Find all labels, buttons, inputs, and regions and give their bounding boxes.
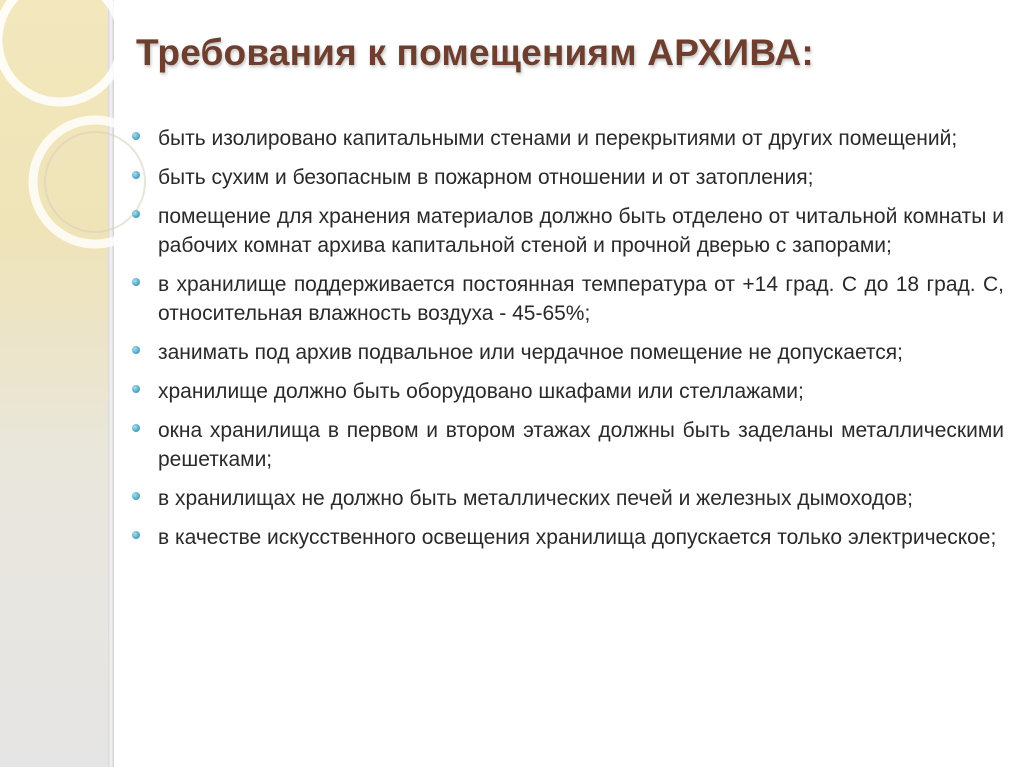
list-item-text: помещение для хранения материалов должно быть отделено от читальной комнаты и рабочих комнат архива капитальной стеной и прочной дверью с запорами; bbox=[158, 205, 1004, 257]
list-item bbox=[130, 484, 1004, 513]
list-item-text: в хранилище поддерживается постоянная температура от +14 град. С до 18 град. С, относительная влажность воздуха - 45-65%; bbox=[158, 273, 1004, 325]
list-item-text: в качестве искусственного освещения хранилища допускается только электрическое; bbox=[158, 526, 997, 549]
list-item-text: быть изолировано капитальными стенами и перекрытиями от других помещений; bbox=[158, 127, 958, 150]
bullet-icon bbox=[132, 385, 140, 393]
list-item bbox=[130, 416, 1004, 474]
list-item-text: окна хранилища в первом и втором этажах должны быть заделаны металлическими решетками; bbox=[158, 419, 1004, 471]
list-item bbox=[130, 377, 1004, 406]
list-item-text: быть сухим и безопасным в пожарном отношении и от затопления; bbox=[158, 166, 814, 189]
bullet-list bbox=[130, 124, 1004, 562]
bullet-icon bbox=[132, 210, 140, 218]
page-title: Требования к помещениям АРХИВА: bbox=[136, 32, 814, 73]
list-item bbox=[130, 270, 1004, 328]
bullet-icon bbox=[132, 531, 140, 539]
list-item-text: хранилище должно быть оборудовано шкафами или стеллажами; bbox=[158, 380, 804, 403]
list-item bbox=[130, 163, 1004, 192]
bullet-icon bbox=[132, 424, 140, 432]
list-item-text: в хранилищах не должно быть металлических печей и железных дымоходов; bbox=[158, 487, 913, 510]
list-item bbox=[130, 338, 1004, 367]
bullet-icon bbox=[132, 278, 140, 286]
bullet-icon bbox=[132, 132, 140, 140]
bullet-icon bbox=[132, 492, 140, 500]
list-item bbox=[130, 523, 1004, 552]
bullet-icon bbox=[132, 346, 140, 354]
list-item bbox=[130, 202, 1004, 260]
list-item-text: занимать под архив подвальное или чердачное помещение не допускается; bbox=[158, 341, 904, 364]
bullet-icon bbox=[132, 171, 140, 179]
list-item bbox=[130, 124, 1004, 153]
